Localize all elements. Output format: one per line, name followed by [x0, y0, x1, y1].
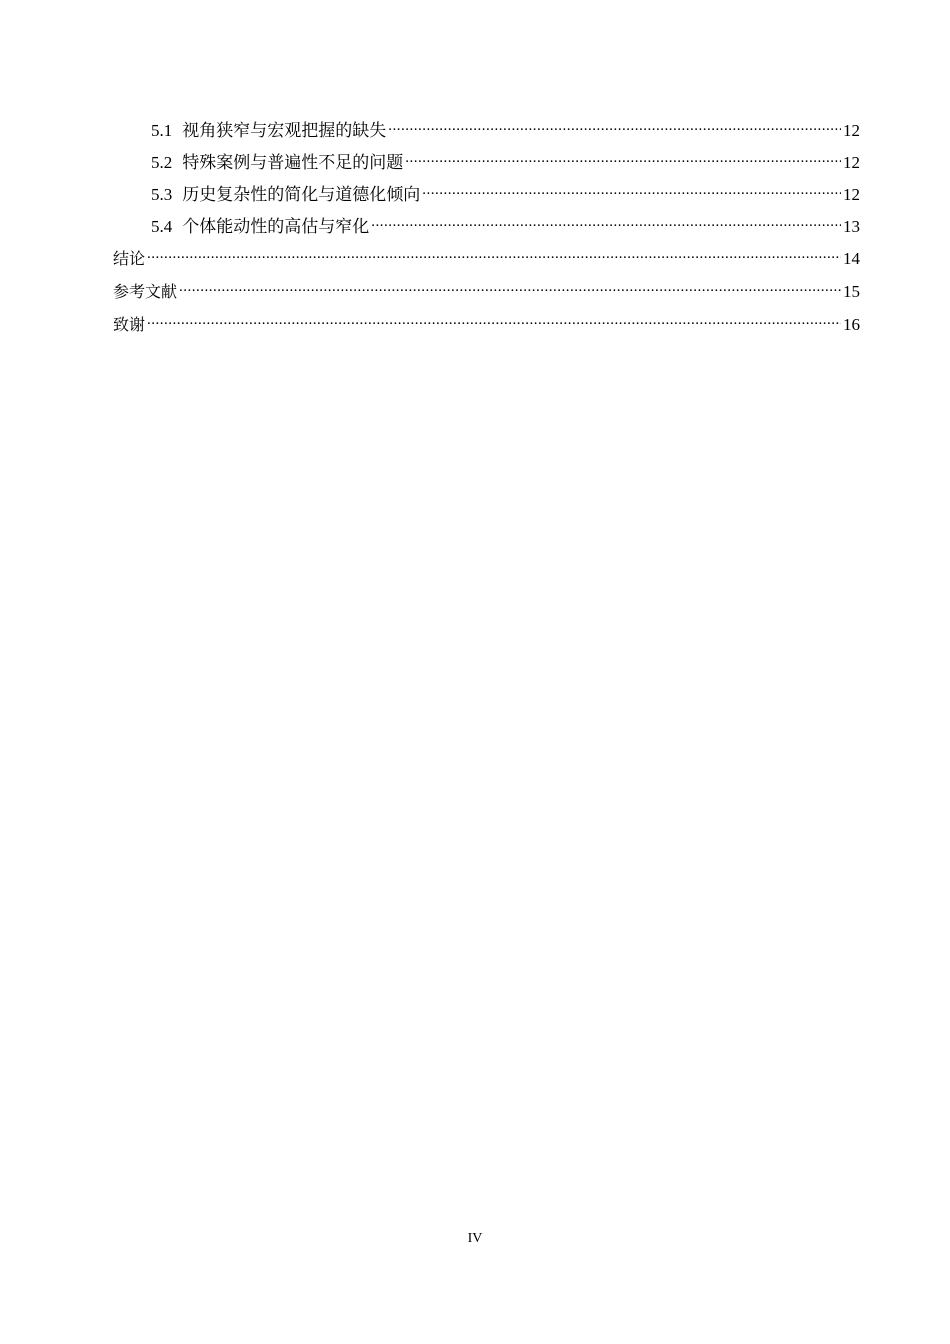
toc-dot-leader: [179, 281, 841, 297]
toc-entry-5-1[interactable]: [113, 119, 860, 143]
toc-entry-number: 5.4: [151, 217, 173, 236]
toc-entry-title: 致谢: [113, 315, 146, 334]
toc-entry-number: 5.2: [151, 153, 173, 172]
toc-entry-5-2[interactable]: [113, 151, 860, 175]
toc-entry-page: 12: [843, 153, 860, 172]
toc-entry-title: 结论: [113, 249, 146, 268]
toc-entry-acknowledgements[interactable]: [113, 313, 860, 337]
toc-entry-5-3[interactable]: [113, 183, 860, 207]
toc-dot-leader: [388, 119, 841, 136]
toc-entry-page: 12: [843, 121, 860, 140]
toc-entry-conclusion[interactable]: [113, 247, 860, 271]
toc-entry-title: 特殊案例与普遍性不足的问题: [182, 153, 404, 172]
toc-entry-number: 5.1: [151, 121, 173, 140]
toc-entry-5-4[interactable]: [113, 215, 860, 239]
toc-dot-leader: [147, 314, 841, 330]
page-number: IV: [467, 1231, 483, 1246]
toc-dot-leader: [422, 183, 841, 200]
toc-entry-page: 12: [843, 185, 860, 204]
toc-entry-number: 5.3: [151, 185, 173, 204]
toc-entry-title: 个体能动性的高估与窄化: [182, 217, 370, 236]
toc-entry-title: 参考文献: [113, 282, 178, 301]
toc-entry-page: 13: [843, 217, 860, 236]
toc-entry-page: 16: [843, 315, 860, 334]
toc-entry-references[interactable]: [113, 280, 860, 304]
toc-entry-title: 历史复杂性的简化与道德化倾向: [182, 185, 421, 204]
toc-entry-page: 15: [843, 282, 860, 301]
toc-entry-title: 视角狭窄与宏观把握的缺失: [182, 121, 387, 140]
toc-entry-page: 14: [843, 249, 860, 268]
toc-dot-leader: [405, 151, 841, 168]
table-of-contents: [113, 119, 860, 346]
toc-dot-leader: [147, 248, 841, 264]
toc-dot-leader: [371, 215, 841, 232]
